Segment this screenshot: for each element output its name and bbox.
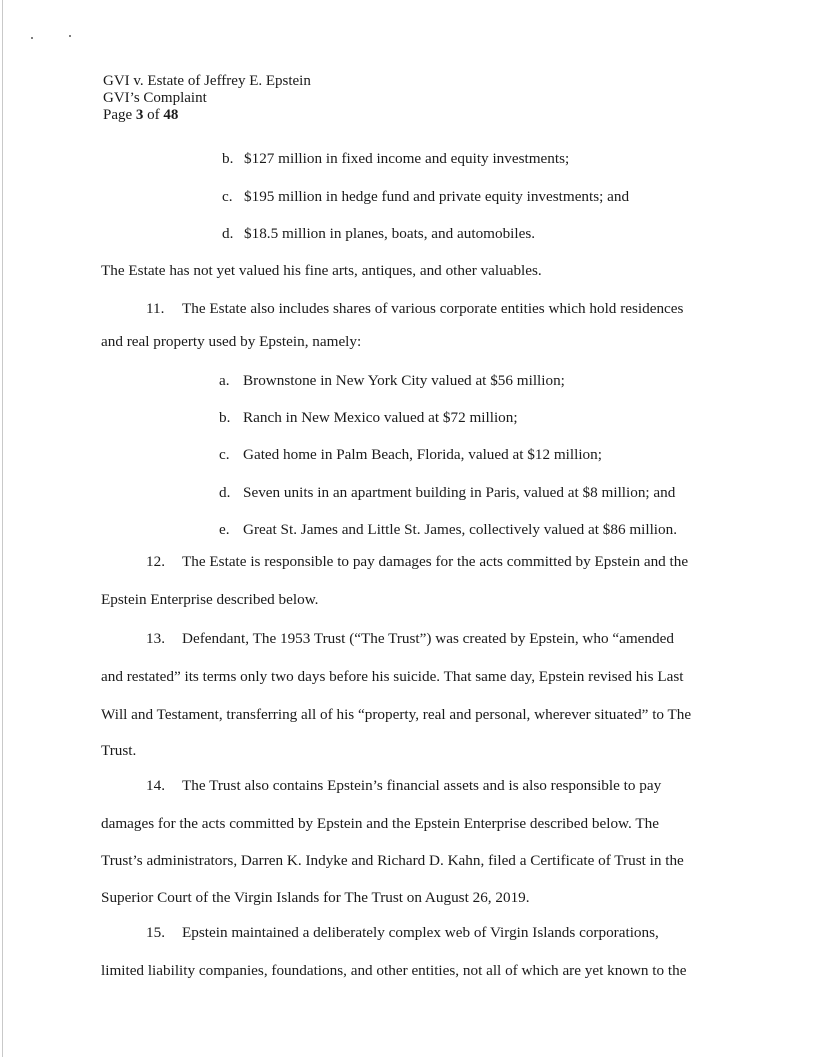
list-item: c. Gated home in Palm Beach, Florida, valued at $12 million;	[219, 446, 602, 463]
scan-speck	[31, 37, 33, 39]
paragraph-14-line: Trust’s administrators, Darren K. Indyke and Richard D. Kahn, filed a Certificate of Trust in the	[101, 852, 684, 869]
list-item: d. $18.5 million in planes, boats, and automobiles.	[222, 225, 536, 242]
paragraph-14-line: damages for the acts committed by Epstein and the Epstein Enterprise described below. The	[101, 815, 659, 832]
paragraph-11-line: and real property used by Epstein, namely:	[101, 333, 362, 350]
paragraph-14-line: Superior Court of the Virgin Islands for The Trust on August 26, 2019.	[101, 889, 530, 906]
case-title: GVI v. Estate of Jeffrey E. Epstein	[103, 73, 311, 89]
list-item: d. Seven units in an apartment building in Paris, valued at $8 million; and	[219, 484, 676, 501]
paragraph-11-line: 11. The Estate also includes shares of various corporate entities which hold residences	[146, 300, 684, 317]
list-item: c. $195 million in hedge fund and private equity investments; and	[222, 188, 630, 205]
paragraph-15-line: limited liability companies, foundations, and other entities, not all of which are yet known to the	[101, 962, 687, 979]
scan-edge-line	[2, 0, 3, 1057]
list-item: b. $127 million in fixed income and equity investments;	[222, 150, 570, 167]
paragraph-13-line: Will and Testament, transferring all of his “property, real and personal, wherever situated” to The	[101, 706, 692, 723]
estate-note: The Estate has not yet valued his fine arts, antiques, and other valuables.	[101, 262, 542, 279]
paragraph-12-line: Epstein Enterprise described below.	[101, 591, 319, 608]
paragraph-13-line: 13. Defendant, The 1953 Trust (“The Trust”) was created by Epstein, who “amended	[146, 630, 674, 647]
list-item: b. Ranch in New Mexico valued at $72 million;	[219, 409, 518, 426]
paragraph-13-line: and restated” its terms only two days before his suicide. That same day, Epstein revised his Last	[101, 668, 684, 685]
list-item: a. Brownstone in New York City valued at $56 million;	[219, 372, 565, 389]
page-header	[103, 73, 311, 124]
paragraph-12-line: 12. The Estate is responsible to pay damages for the acts committed by Epstein and the	[146, 553, 689, 570]
list-item: e. Great St. James and Little St. James, collectively valued at $86 million.	[219, 521, 678, 538]
page-number: Page 3 of 48	[103, 107, 179, 123]
paragraph-15-line: 15. Epstein maintained a deliberately complex web of Virgin Islands corporations,	[146, 924, 659, 941]
scan-speck	[69, 35, 71, 37]
document-title: GVI’s Complaint	[103, 90, 207, 106]
paragraph-14-line: 14. The Trust also contains Epstein’s financial assets and is also responsible to pay	[146, 777, 662, 794]
paragraph-13-line: Trust.	[101, 742, 137, 759]
